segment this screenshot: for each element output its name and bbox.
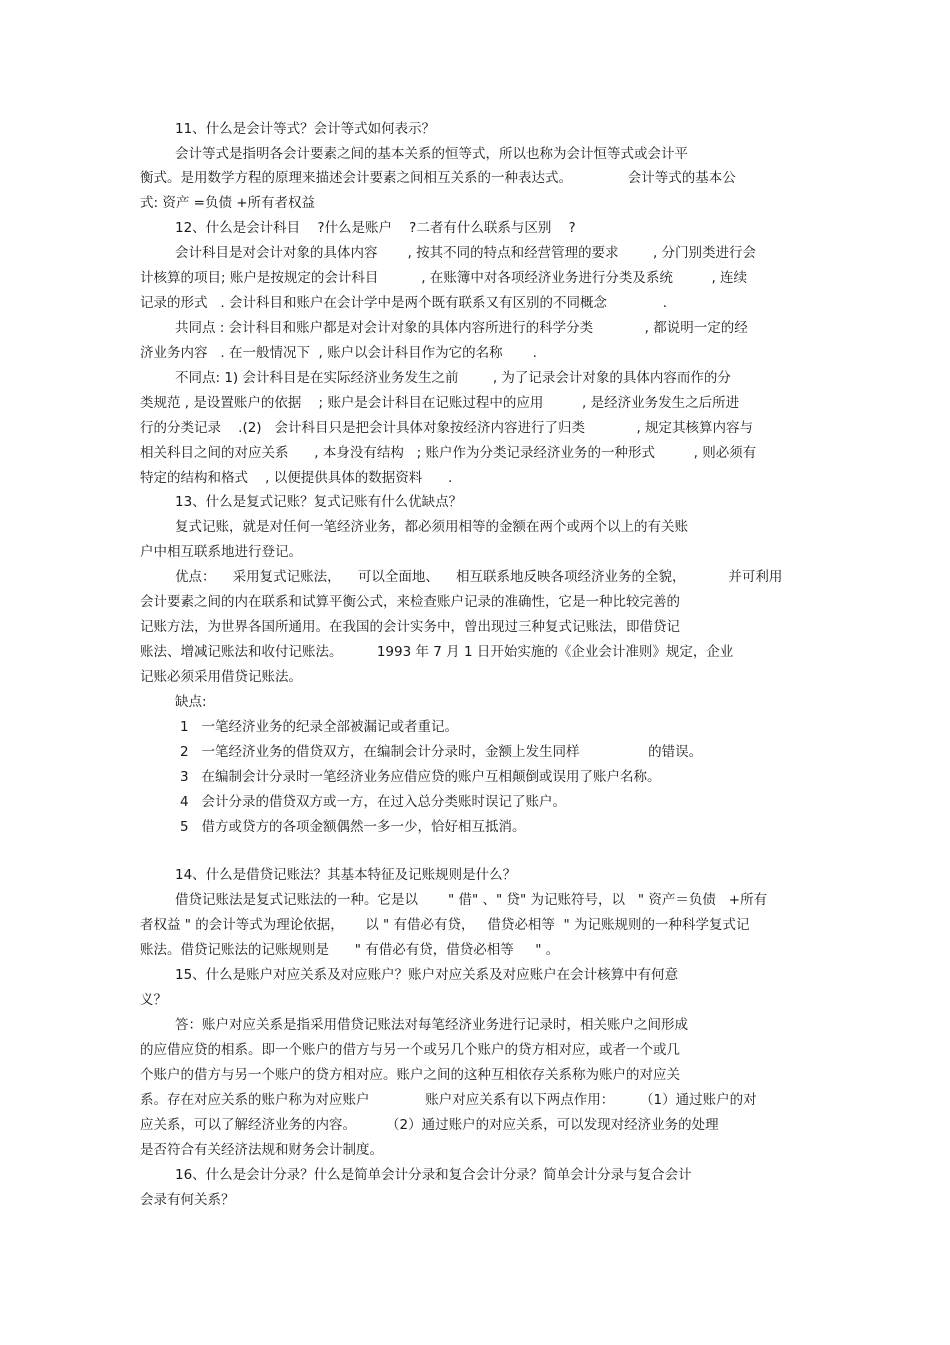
paragraph-line: 户中相互联系地进行登记。 (140, 544, 302, 560)
heading-q16-continued: 会录有何关系？ (140, 1192, 235, 1208)
paragraph-line: 记账方法，为世界各国所通用。在我国的会计实务中，曾出现过三种复式记账法，即借贷记 (140, 619, 680, 635)
list-item: 1 一笔经济业务的纪录全部被漏记或者重记。 (180, 719, 458, 735)
paragraph-line: 账法。借贷记账法的记账规则是 " 有借必有贷，借贷必相等 " 。 (140, 942, 560, 958)
list-item: 2 一笔经济业务的借贷双方，在编制会计分录时，金额上发生同样 的错误。 (180, 744, 703, 760)
paragraph-line: 借贷记账法是复式记账法的一种。它是以 " 借" 、" 贷" 为记账符号，以 " 资产＝负债 +所有 (175, 892, 768, 908)
paragraph-line: 的应借应贷的相系。即一个账户的借方与另一个或另几个账户的贷方相对应，或者一个或几 (140, 1042, 680, 1058)
paragraph-line: 类规范 , 是设置账户的依据 ; 账户是会计科目在记账过程中的应用 , 是经济业务发生之后所进 (140, 395, 740, 411)
paragraph-line: 复式记账，就是对任何一笔经济业务，都必须用相等的金额在两个或两个以上的有关账 (175, 519, 688, 535)
heading-q14: 14、什么是借贷记账法？其基本特征及记账规则是什么？ (175, 867, 517, 883)
paragraph-line: 应关系，可以了解经济业务的内容。 （2）通过账户的对应关系，可以发现对经济业务的处理 (140, 1117, 719, 1133)
heading-q15-continued: 义？ (140, 992, 167, 1008)
paragraph-line: 会计科目是对会计对象的具体内容 , 按其不同的特点和经营管理的要求 , 分门别类进行会 (175, 245, 757, 261)
paragraph-line: 衡式。是用数学方程的原理来描述会计要素之间相互关系的一种表达式。 会计等式的基本公 (140, 170, 736, 186)
paragraph-line: 者权益 " 的会计等式为理论依据， 以 " 有借必有贷， 借贷必相等 " 为记账规则的一种科学复式记 (140, 917, 750, 933)
paragraph-line: 相关科目之间的对应关系 , 本身没有结构 ; 账户作为分类记录经济业务的一种形式 , 则必须有 (140, 445, 757, 461)
paragraph-line: 不同点: 1) 会计科目是在实际经济业务发生之前 , 为了记录会计对象的具体内容而作的分 (175, 370, 731, 386)
paragraph-line: 会计要素之间的内在联系和试算平衡公式，来检查账户记录的准确性，它是一种比较完善的 (140, 594, 680, 610)
paragraph-line: 优点： 采用复式记账法， 可以全面地、 相互联系地反映各项经济业务的全貌， 并可利用 (175, 569, 783, 585)
paragraph-line: 账法、增减记账法和收付记账法。 1993 年 7 月 1 日开始实施的《企业会计准则》规定，企业 (140, 644, 734, 660)
paragraph-line: 特定的结构和格式 , 以便提供具体的数据资料 . (140, 470, 453, 486)
list-item: 5 借方或贷方的各项金额偶然一多一少，恰好相互抵消。 (180, 819, 526, 835)
paragraph-line: 济业务内容 . 在一般情况下 , 账户以会计科目作为它的名称 . (140, 345, 537, 361)
paragraph-line: 计核算的项目; 账户是按规定的会计科目 , 在账簿中对各项经济业务进行分类及系统 , 连续 (140, 270, 748, 286)
heading-q16: 16、什么是会计分录？什么是简单会计分录和复合会计分录？简单会计分录与复合会计 (175, 1167, 692, 1183)
paragraph-line: 记账必须采用借贷记账法。 (140, 669, 302, 685)
paragraph-line: 会计等式是指明各会计要素之间的基本关系的恒等式，所以也称为会计恒等式或会计平 (175, 146, 688, 162)
list-item: 4 会计分录的借贷双方或一方，在过入总分类账时误记了账户。 (180, 794, 566, 810)
paragraph-line: 个账户的借方与另一个账户的贷方相对应。账户之间的这种互相依存关系称为账户的对应关 (140, 1067, 680, 1083)
paragraph-line: 共同点 : 会计科目和账户都是对会计对象的具体内容所进行的科学分类 , 都说明一定的经 (175, 320, 748, 336)
heading-q11: 11、什么是会计等式？会计等式如何表示？ (175, 121, 436, 137)
paragraph-line: 记录的形式 . 会计科目和账户在会计学中是两个既有联系又有区别的不同概念 . (140, 295, 668, 311)
paragraph-line: 是否符合有关经济法规和财务会计制度。 (140, 1142, 383, 1158)
paragraph-line: 答：账户对应关系是指采用借贷记账法对每笔经济业务进行记录时，相关账户之间形成 (175, 1017, 688, 1033)
paragraph-line: 缺点: (175, 694, 207, 710)
paragraph-line: 系。存在对应关系的账户称为对应账户 账户对应关系有以下两点作用： （1）通过账户的对 (140, 1092, 757, 1108)
heading-q15: 15、什么是账户对应关系及对应账户？账户对应关系及对应账户在会计核算中有何意 (175, 967, 679, 983)
paragraph-line: 式: 资产 =负债 +所有者权益 (140, 195, 316, 211)
paragraph-line: 行的分类记录 .(2) 会计科目只是把会计具体对象按经济内容进行了归类 , 规定其核算内容与 (140, 420, 754, 436)
list-item: 3 在编制会计分录时一笔经济业务应借应贷的账户互相颠倒或误用了账户名称。 (180, 769, 661, 785)
heading-q13: 13、什么是复式记账？复式记账有什么优缺点？ (175, 494, 463, 510)
heading-q12: 12、什么是会计科目 ?什么是账户 ?二者有什么联系与区别 ? (175, 220, 576, 236)
